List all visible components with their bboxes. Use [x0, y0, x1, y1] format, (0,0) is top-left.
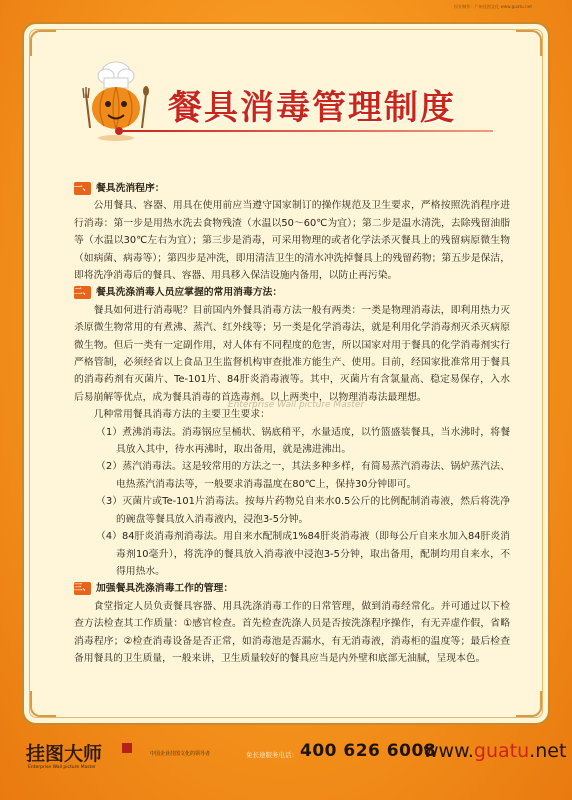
section-heading-text: 餐具洗消程序：	[96, 183, 165, 194]
section-methods	[74, 284, 510, 580]
section-heading-text: 餐具洗涤消毒人员应掌握的常用消毒方法：	[96, 287, 283, 299]
section-paragraph: 餐具如何进行消毒呢？目前国内外餐具消毒方法一般有两类：一类是物理消毒法，即利用热力灭杀原微生物常用的有煮沸、蒸汽、红外线等；另一类是化学消毒法，就是利用化学消毒剂灭杀灭病原微生物。但后一类有一定副作用，对人体有不同程度的危害，所以国家对用于餐具的化学消毒剂实行严格管制，必须经省以上食品卫生监督机构审查批准方能生产、使用。目前，经国家批准常用于餐具的消毒药剂有灭菌片、Te-101片、84肝炎消毒液等。其中，灭菌片有含氯量高、稳定易保存，入水后易崩解等优点，成为餐具消毒的首选毒剂。以上两类中，以物理消毒法最理想。	[74, 304, 510, 403]
corner-ornament	[30, 691, 56, 717]
section-heading-text: 加强餐具洗涤消毒工作的管理：	[96, 583, 234, 595]
site-suffix: .net	[529, 740, 567, 762]
brand-english: Enterprise Wall picture Master	[28, 765, 96, 770]
footer	[0, 725, 572, 800]
corner-ornament	[516, 691, 542, 717]
list-item: （1）煮沸消毒法。消毒锅应呈桶状、锅底稍平，水量适度，以竹篮盛装餐具，当水沸时，将餐具放入其中，待水再沸时，取出备用，就是沸进沸出。	[96, 426, 510, 456]
section-number-badge: 二、	[74, 287, 92, 298]
corner-ornament	[30, 30, 56, 56]
section-number-badge: 一、	[74, 183, 92, 193]
hotline-label: 免长途服务电话：	[246, 751, 298, 759]
list-item: （4）84肝炎消毒剂消毒法。用自来水配制成1%84肝炎消毒液（即每公斤自来水加入84肝炎消毒剂10毫升），将洗净的餐具放入消毒液中浸泡3-5分钟，取出备用，配制均用自来水，不得用热水。	[96, 531, 510, 577]
section-paragraph: 公用餐具、容器、用具在使用前应当遵守国家制订的操作规范及卫生要求，严格按照洗消程序进行消毒：第一步是用热水洗去食物残渣（水温以50～60℃为宜）；第二步是温水清洗，去除残留油脂等（水温以30℃左右为宜）；第三步是消毒，可采用物理的或者化学法杀灭餐具上的残留病原微生物（如病菌、病毒等）；第四步是冲洗，即用清洁卫生的清水冲洗掉餐具上的残留药物；第五步是保洁，即将洗净消毒后的餐具、容器、用具移入保洁设施内备用，以防止再污染。	[74, 200, 510, 282]
section-heading	[74, 580, 510, 597]
section-management	[74, 580, 510, 667]
brand-slogan: 中国企业挂图文化的领导者	[150, 751, 211, 757]
brand-logo: 挂图大师	[26, 743, 103, 765]
section-number-badge: 三、	[74, 583, 92, 594]
section-heading	[74, 180, 510, 197]
list-item: （3）灭菌片或Te-101片消毒法。按每片药物兑自来水0.5公斤的比例配制消毒液，然后将洗净的碗盘等餐具放入消毒液内，浸泡3-5分钟。	[96, 496, 510, 525]
hotline-number: 400 626 6008	[300, 741, 437, 761]
page-title: 餐具消毒管理制度	[168, 88, 456, 128]
section-heading	[74, 284, 510, 301]
title-underline	[123, 130, 493, 132]
section-procedure	[74, 180, 510, 284]
document-body	[74, 180, 510, 667]
section-paragraph: 几种常用餐具消毒方法的主要卫生要求：	[93, 409, 270, 421]
designer-note: 设计制作：广州佳图文化 www.guatu.net	[454, 4, 532, 9]
site-name: guatu	[473, 740, 530, 762]
watermark: Enterprise Wall picture Master	[228, 400, 365, 410]
corner-ornament	[516, 30, 542, 56]
seal-icon	[122, 743, 132, 753]
section-paragraph: 食堂指定人员负责餐具容器、用具洗涤消毒工作的日常管理，做到消毒经常化。并可通过以下检查方法检查其工作质量：①感官检查。首先检查洗涤人员是否按洗涤程序操作，有无弄虚作假，省略消毒程序；②检查消毒设备是否正常，如消毒池是否漏水，有无消毒液，消毒柜的温度等；最后检查备用餐具的卫生质量，一般来讲，卫生质量较好的餐具应当是内外壁和底部无油腻，呈现本色。	[74, 600, 510, 664]
site-prefix: www.	[423, 740, 474, 762]
list-item: （2）蒸汽消毒法。这是较常用的方法之一，其法多种多样，有简易蒸汽消毒法、锅炉蒸汽法、电热蒸汽消毒法等，一般要求消毒温度在80℃上，保持30分钟即可。	[96, 461, 510, 490]
website-link[interactable]	[423, 740, 566, 762]
